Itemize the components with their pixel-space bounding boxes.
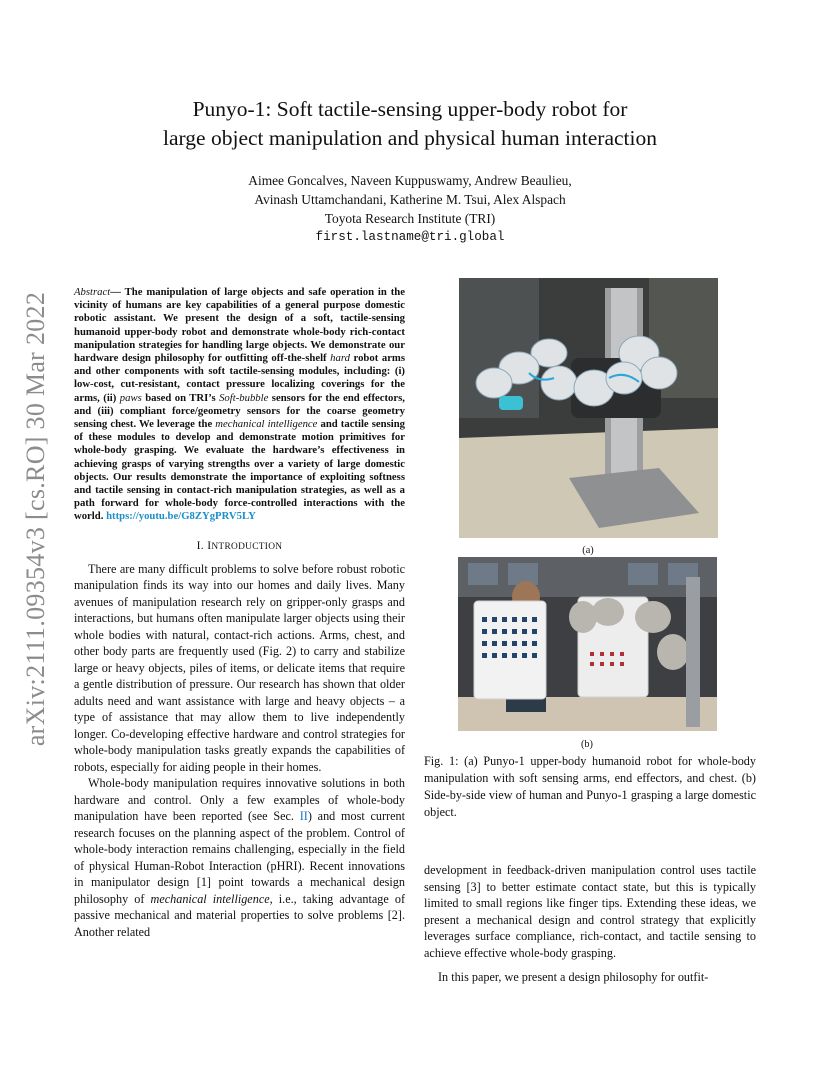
arxiv-id-text: arXiv:2111.09354v3 [cs.RO] 30 Mar 2022	[21, 291, 50, 747]
authors-line-1: Aimee Goncalves, Naveen Kuppuswamy, Andrew Beaulieu,	[248, 173, 572, 188]
paper-title	[120, 95, 700, 153]
intro-paragraph-2: Whole-body manipulation requires innovative solutions in both hardware and control. Only a few examples of whole-body manipulation have been reported (see Sec. II) and most current research focuses on the planning aspect of the problem. Control of whole-body interaction remains challenging, especially in the field of physical Human-Robot Interaction (pHRI). Recent innovations in manipulator design [1] point towards a mechanical design philosophy of mechanical intelligence, i.e., taking advantage of passive mechanical and material properties to solve problems [2]. Another related	[74, 776, 406, 939]
abstract-italic-hard: hard	[330, 352, 350, 365]
abstract: Abstract— The manipulation of large objects and safe operation in the vicinity of humans are key capabilities of a general purpose domestic robotic assistant. We present the design of a soft, tactile-sensing humanoid upper-body robot and demonstrate whole-body rich-contact manipulation strategies for handling large objects. We demonstrate our hardware design philosophy for outfitting off-the-shelf hard robot arms and other components with soft tactile-sensing modules, including: (i) low-cost, cut-resistant, contact pressure localizing coverings for the arms, (ii) paws based on TRI’s Soft-bubble sensors for the end effectors, and (iii) compliant force/geometry sensors for the coarse geometry sensing chest. We leverage the mechanical intelligence and tactile sensing of these modules to develop and demonstrate motion primitives for whole-body grasping. We evaluate the hardware’s effectiveness in achieving grasps of varying strengths over a variety of large domestic objects. Our results demonstrate the importance of exploiting softness and tactile sensing in contact-rich manipulation strategies, as well as a path forward for whole-body force-controlled interactions with the world. https://youtu.be/G8ZYgPRV5LY	[74, 286, 405, 523]
right-paragraph-1: development in feedback-driven manipulation control uses tactile sensing [3] to better estimate contact state, but this is typically limited to small regions like finger tips. Extending these ideas, we present a mechanical design and control strategy that explicitly leverages surface compliance, rich-contact, and tactile sensing to achieve effective whole-body grasping.	[424, 863, 756, 960]
abstract-text-4: sensors for the end effectors, and (iii) compliant force/geometry sensors for the coarse geometry sensing chest. We leverage the	[74, 391, 405, 431]
right-paragraph-2: In this paper, we present a design philosophy for outfit-	[438, 970, 709, 984]
right-column-text	[424, 862, 756, 986]
abstract-text-5: and tactile sensing of these modules to develop and demonstrate motion primitives for whole-body grasping. We evaluate the hardware’s effectiveness in achieving grasps of varying strengths over a variety of large domestic objects. Our results demonstrate the importance of exploiting softness and tactile sensing in contact-rich manipulation strategies, as well as a path forward for whole-body force-controlled interactions with the world.	[74, 418, 405, 523]
arxiv-identifier-stamp	[18, 279, 54, 759]
robot-illustration	[459, 278, 718, 538]
title-line-2: large object manipulation and physical human interaction	[163, 126, 657, 150]
figure-1a-label: (a)	[582, 545, 594, 556]
title-line-1: Punyo-1: Soft tactile-sensing upper-body robot for	[192, 97, 628, 121]
section-heading-introduction: I. INTRODUCTION	[196, 538, 283, 552]
video-link[interactable]: https://youtu.be/G8ZYgPRV5LY	[106, 510, 256, 523]
figure-1b-side-by-side-photo	[458, 557, 717, 731]
abstract-label: Abstract	[74, 286, 111, 298]
abstract-italic-mech-intel: mechanical intelligence	[215, 418, 318, 431]
abstract-text-3: based on TRI’s	[141, 391, 220, 404]
figure-1-caption: Fig. 1: (a) Punyo-1 upper-body humanoid robot for whole-body manipulation with soft sensing arms, end effectors, and chest. (b) Side-by-side view of human and Punyo-1 grasping a large domestic object.	[424, 754, 756, 819]
left-column	[74, 286, 405, 940]
figure-1b-label: (b)	[580, 739, 593, 750]
abstract-text-1: The manipulation of large objects and safe operation in the vicinity of humans are key capabilities of a general purpose domestic robotic assistant. We present the design of a soft, tactile-sensing humanoid upper-body robot and demonstrate whole-body rich-contact manipulation strategies for handling large objects. We demonstrate our hardware design philosophy for outfitting off-the-shelf	[74, 286, 405, 365]
figure-1a-robot-photo	[459, 278, 718, 538]
affiliation: Toyota Research Institute (TRI)	[324, 211, 496, 226]
section-ref-link[interactable]: II	[299, 809, 308, 824]
intro-paragraph-1: There are many difficult problems to solve before robust robotic manipulation finds its way into our homes and daily lives. Many avenues of manipulation research rely on gripper-only grasps and interactions, but humans often manipulate larger objects using their whole bodies with natural, contact-rich actions. Arms, chest, and other body parts are frequently used (Fig. 2) to carry and stabilize large or heavy objects, piles of items, or delicate items that require a gentle distribution of pressure. Our research has shown that older adults need and want assistance with large and heavy objects – a type of assistance that may allow them to live independently longer. Co-developing effective hardware and control strategies for whole-body manipulation tasks greatly expands the capabilities of robots, especially for aiding people in their homes.	[74, 561, 405, 774]
author-email: first.lastname@tri.global	[315, 230, 505, 244]
author-block	[160, 171, 660, 247]
abstract-text-2: robot arms and other components with soft tactile-sensing modules, including: (i) low-cost, cut-resistant, contact pressure localizing coverings for the arms, (ii)	[74, 352, 405, 404]
authors-line-2: Avinash Uttamchandani, Katherine M. Tsui, Alex Alspach	[254, 192, 566, 207]
human-robot-illustration	[458, 557, 717, 731]
abstract-italic-paws: paws	[119, 391, 142, 404]
abstract-italic-softbubble: Soft-bubble	[219, 391, 269, 404]
